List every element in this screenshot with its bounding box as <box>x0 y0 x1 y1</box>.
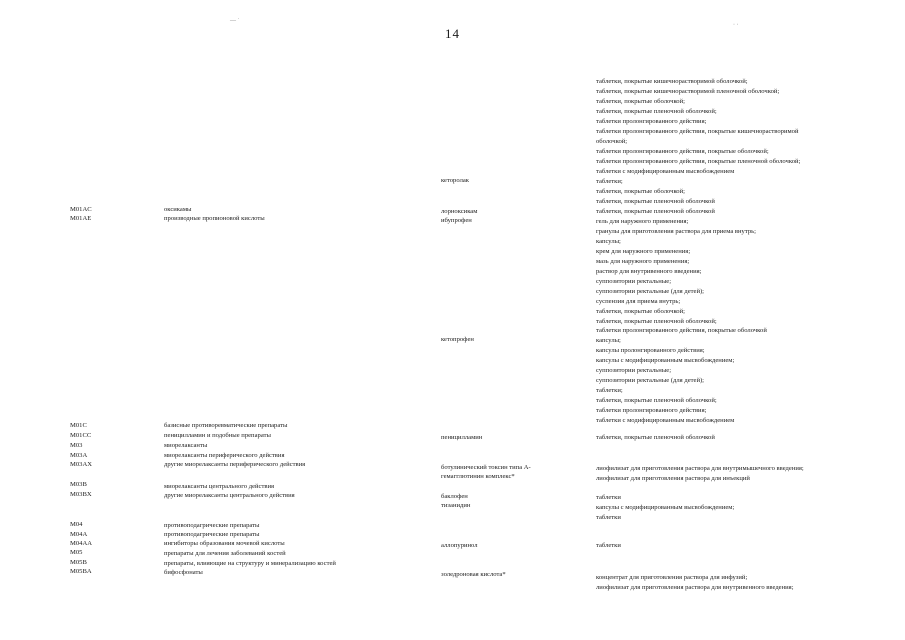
atc-code: M03BX <box>70 491 92 498</box>
dosage-form: таблетки, покрытые оболочкой; <box>596 98 685 105</box>
dosage-form: капсулы с модифицированным высвобождением; <box>596 504 735 511</box>
group-name: другие миорелаксанты периферического действия <box>164 461 306 468</box>
dosage-form: таблетки <box>596 542 621 549</box>
drug-name: гемагглютинин комплекс* <box>441 473 515 480</box>
dosage-form: таблетки с модифицированным высвобождением <box>596 417 735 424</box>
dosage-form: таблетки, покрытые кишечнорастворимой пленочной оболочкой; <box>596 88 780 95</box>
group-name: пеницилламин и подобные препараты <box>164 432 271 439</box>
dosage-form: таблетки пролонгированного действия; <box>596 118 707 125</box>
group-name: оксикамы <box>164 206 192 213</box>
group-name: миорелаксанты центрального действия <box>164 483 275 490</box>
dosage-form: оболочкой; <box>596 138 628 145</box>
group-name: производные пропионовой кислоты <box>164 215 265 222</box>
atc-code: M01CC <box>70 432 92 439</box>
atc-code: M03 <box>70 442 83 449</box>
atc-code: M04AA <box>70 540 92 547</box>
dosage-form: мазь для наружного применения; <box>596 258 690 265</box>
dosage-form: таблетки пролонгированного действия, покрытые пленочной оболочкой; <box>596 158 801 165</box>
dosage-form: таблетки с модифицированным высвобождением <box>596 168 735 175</box>
dosage-form: таблетки пролонгированного действия, покрытые кишечнорастворимой <box>596 128 799 135</box>
dosage-form: таблетки; <box>596 387 623 394</box>
dosage-form: гранулы для приготовления раствора для приема внутрь; <box>596 228 756 235</box>
atc-code: M01AE <box>70 215 92 222</box>
drug-name: лорноксикам <box>441 208 478 215</box>
dosage-form: раствор для внутривенного введения; <box>596 268 702 275</box>
dosage-form: суппозитории ректальные; <box>596 278 672 285</box>
group-name: другие миорелаксанты центрального действия <box>164 492 295 499</box>
atc-code: M05 <box>70 549 83 556</box>
group-name: миорелаксанты <box>164 442 208 449</box>
dosage-form: таблетки, покрытые пленочной оболочкой; <box>596 318 717 325</box>
dosage-form: таблетки, покрытые пленочной оболочкой <box>596 434 715 441</box>
dosage-form: гель для наружного применения; <box>596 218 689 225</box>
atc-code: M04A <box>70 531 88 538</box>
scan-mark-right: · · <box>733 22 739 28</box>
dosage-form: суспензия для приема внутрь; <box>596 298 681 305</box>
drug-name: кеторолак <box>441 177 469 184</box>
dosage-form: таблетки <box>596 494 621 501</box>
dosage-form: капсулы пролонгированного действия; <box>596 347 705 354</box>
dosage-form: таблетки пролонгированного действия; <box>596 407 707 414</box>
atc-code: M04 <box>70 521 83 528</box>
atc-code: M05BA <box>70 568 92 575</box>
group-name: противоподагрические препараты <box>164 522 260 529</box>
drug-name: ибупрофен <box>441 217 472 224</box>
dosage-form: капсулы; <box>596 337 621 344</box>
dosage-form: таблетки, покрытые пленочной оболочкой <box>596 198 715 205</box>
group-name: бифосфонаты <box>164 569 203 576</box>
group-name: препараты, влияющие на структуру и минерализацию костей <box>164 560 336 567</box>
group-name: базисные противоревматические препараты <box>164 422 288 429</box>
dosage-form: капсулы с модифицированным высвобождением; <box>596 357 735 364</box>
group-name: препараты для лечения заболеваний костей <box>164 550 286 557</box>
drug-name: ботулинический токсин типа A- <box>441 464 531 471</box>
dosage-form: таблетки, покрытые пленочной оболочкой; <box>596 108 717 115</box>
dosage-form: таблетки, покрытые пленочной оболочкой <box>596 208 715 215</box>
drug-name: баклофен <box>441 493 468 500</box>
atc-code: M03B <box>70 481 87 488</box>
atc-code: M01AC <box>70 206 92 213</box>
dosage-form: таблетки пролонгированного действия, покрытые оболочкой <box>596 327 767 334</box>
dosage-form: суппозитории ректальные (для детей); <box>596 377 705 384</box>
dosage-form: таблетки, покрытые оболочкой; <box>596 188 685 195</box>
dosage-form: таблетки <box>596 514 621 521</box>
dosage-form: крем для наружного применения; <box>596 248 691 255</box>
drug-name: кетопрофен <box>441 336 474 343</box>
dosage-form: концентрат для приготовления раствора для инфузий; <box>596 574 748 581</box>
dosage-form: лиофилизат для приготовления раствора для инъекций <box>596 475 750 482</box>
dosage-form: лиофилизат для приготовления раствора для внутривенного введения; <box>596 584 794 591</box>
drug-name: пеницилламин <box>441 434 483 441</box>
dosage-form: лиофилизат для приготовления раствора для внутримышечного введения; <box>596 465 804 472</box>
drug-name: золедроновая кислота* <box>441 571 506 578</box>
dosage-form: таблетки, покрытые оболочкой; <box>596 308 685 315</box>
drug-name: аллопуринол <box>441 542 478 549</box>
atc-code: M01C <box>70 422 87 429</box>
dosage-form: таблетки, покрытые кишечнорастворимой оболочкой; <box>596 78 748 85</box>
dosage-form: суппозитории ректальные (для детей); <box>596 288 705 295</box>
dosage-form: таблетки; <box>596 178 623 185</box>
dosage-form: суппозитории ректальные; <box>596 367 672 374</box>
atc-code: M03A <box>70 452 88 459</box>
dosage-form: капсулы; <box>596 238 621 245</box>
group-name: противоподагрические препараты <box>164 531 260 538</box>
dosage-form: таблетки пролонгированного действия, покрытые оболочкой; <box>596 148 769 155</box>
page-number: 14 <box>445 26 460 41</box>
dosage-form: таблетки, покрытые пленочной оболочкой; <box>596 397 717 404</box>
atc-code: M05B <box>70 559 87 566</box>
group-name: ингибиторы образования мочевой кислоты <box>164 540 285 547</box>
scan-mark-left: — ˙ <box>230 18 240 24</box>
atc-code: M03AX <box>70 461 92 468</box>
group-name: миорелаксанты периферического действия <box>164 452 285 459</box>
drug-name: тизанидин <box>441 502 471 509</box>
